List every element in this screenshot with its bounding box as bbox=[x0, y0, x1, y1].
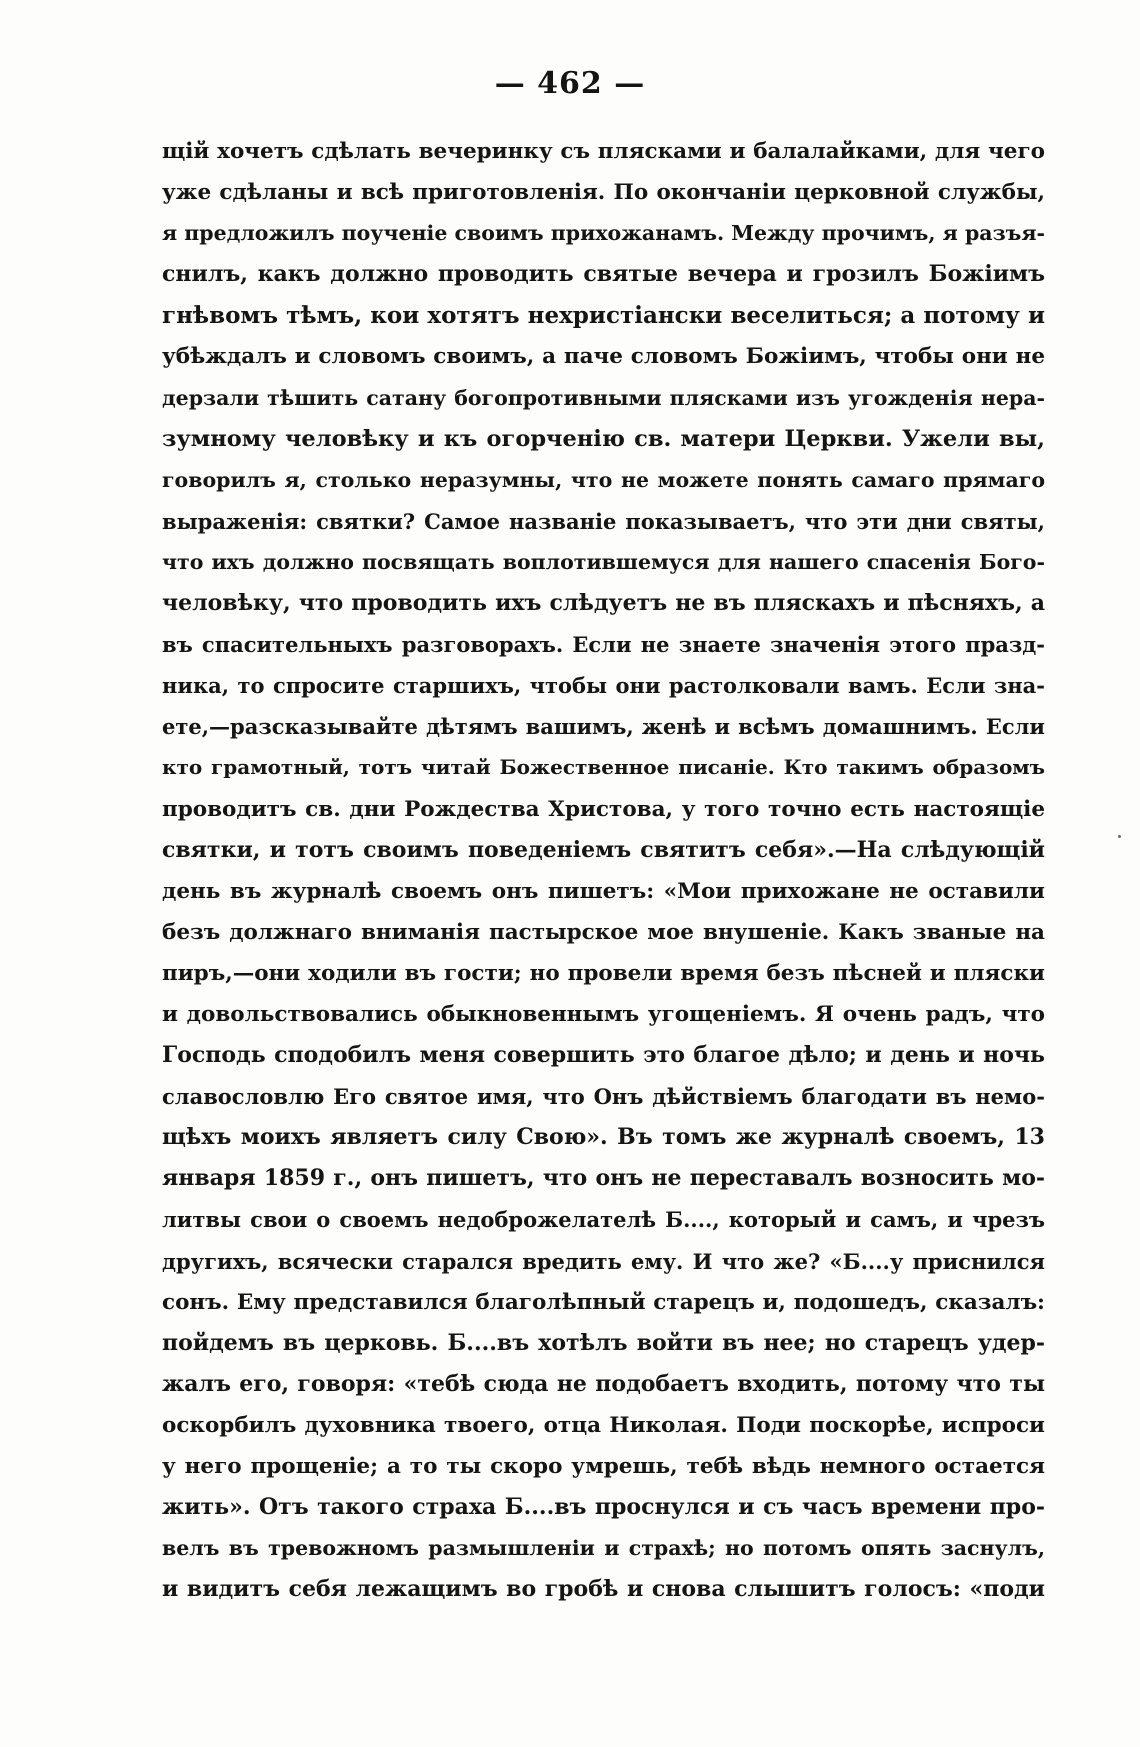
text-line: и видитъ себя лежащимъ во гробѣ и снова слышитъ голосъ: «поди bbox=[162, 1576, 1045, 1603]
text-line: жалъ его, говоря: «тебѣ сюда не подобаетъ входить, потому что ты bbox=[162, 1370, 1045, 1397]
text-line: щѣхъ моихъ являетъ силу Свою». Въ томъ же журналѣ своемъ, 13 bbox=[162, 1124, 1045, 1151]
text-line: снилъ, какъ должно проводить святые вечера и грозилъ Божіимъ bbox=[162, 261, 1045, 288]
text-line: что ихъ должно посвящать воплотившемуся для нашего спасенія Бого- bbox=[162, 549, 1045, 574]
text-line: литвы свои о своемъ недоброжелателѣ Б...., который и самъ, и чрезъ bbox=[162, 1207, 1045, 1233]
text-line: щій хочетъ сдѣлать вечеринку съ плясками и балалайками, для чего bbox=[162, 139, 1045, 164]
body-text bbox=[162, 131, 1045, 1610]
text-line: славословлю Его святое имя, что Онъ дѣйствіемъ благодати въ немо- bbox=[162, 1084, 1045, 1110]
text-line: другихъ, всячески старался вредить ему. И что же? «Б....у приснился bbox=[162, 1248, 1045, 1274]
text-line: у него прощеніе; а то ты скоро умрешь, тебѣ вѣдь немного остается bbox=[162, 1454, 1045, 1479]
text-line: пойдемъ въ церковь. Б....въ хотѣлъ войти въ нее; но старецъ удер- bbox=[162, 1329, 1045, 1356]
text-line: святки, и тотъ своимъ поведеніемъ святитъ себя».—На слѣдующій bbox=[162, 836, 1045, 863]
text-line: зумному человѣку и къ огорченію св. матери Церкви. Ужели вы, bbox=[162, 425, 1045, 452]
text-line: и довольствовались обыкновеннымъ угощеніемъ. Я очень радъ, что bbox=[162, 1001, 1045, 1027]
text-line: сонъ. Ему представился благолѣпный старецъ и, подошедъ, сказалъ: bbox=[162, 1289, 1045, 1315]
text-line: я предложилъ поученіе своимъ прихожанамъ. Между прочимъ, я разъя- bbox=[162, 221, 1045, 246]
text-line: безъ должнаго вниманія пастырское мое внушеніе. Какъ званые на bbox=[162, 919, 1045, 945]
text-line: говорилъ я, столько неразумны, что не можете понять самаго прямаго bbox=[162, 467, 1045, 492]
text-line: уже сдѣланы и всѣ приготовленія. По окончаніи церковной службы, bbox=[162, 180, 1045, 206]
text-line: кто грамотный, тотъ читай Божественное писаніе. Кто такимъ образомъ bbox=[162, 755, 1045, 780]
text-line: проводитъ св. дни Рождества Христова, у того точно есть настоящіе bbox=[162, 796, 1045, 822]
text-line: день въ журналѣ своемъ онъ пишетъ: «Мои прихожане не оставили bbox=[162, 878, 1045, 904]
text-line: января 1859 г., онъ пишетъ, что онъ не переставалъ возносить мо- bbox=[162, 1165, 1045, 1192]
scan-speck bbox=[1118, 835, 1121, 838]
text-line: жить». Отъ такого страха Б....въ проснулся и съ часъ времени про- bbox=[162, 1494, 1045, 1521]
text-line: убѣждалъ и словомъ своимъ, а паче словомъ Божіимъ, чтобы они не bbox=[162, 344, 1045, 370]
text-line: въ спасительныхъ разговорахъ. Если не знаете значенія этого празд- bbox=[162, 632, 1045, 658]
page-number: — 462 — bbox=[494, 66, 646, 101]
text-line: пиръ,—они ходили въ гости; но провели время безъ пѣсней и пляски bbox=[162, 960, 1045, 986]
text-line: человѣку, что проводить ихъ слѣдуетъ не въ пляскахъ и пѣсняхъ, а bbox=[162, 590, 1045, 617]
text-line: гнѣвомъ тѣмъ, кои хотятъ нехристіански веселиться; а потому и bbox=[162, 302, 1045, 330]
text-line: дерзали тѣшить сатану богопротивными плясками изъ угожденія нера- bbox=[162, 385, 1045, 410]
text-line: ете,—разсказывайте дѣтямъ вашимъ, женѣ и всѣмъ домашнимъ. Если bbox=[162, 714, 1045, 740]
text-line: велъ въ тревожномъ размышленіи и страхѣ; но потомъ опять заснулъ, bbox=[162, 1536, 1045, 1561]
text-line: Господь сподобилъ меня совершить это благое дѣло; и день и ночь bbox=[162, 1042, 1045, 1069]
text-line: оскорбилъ духовника твоего, отца Николая. Поди поскорѣе, испроси bbox=[162, 1412, 1045, 1438]
text-line: ника, то спросите старшихъ, чтобы они растолковали вамъ. Если зна- bbox=[162, 673, 1045, 699]
text-line: выраженія: святки? Самое названіе показываетъ, что эти дни святы, bbox=[162, 508, 1045, 534]
